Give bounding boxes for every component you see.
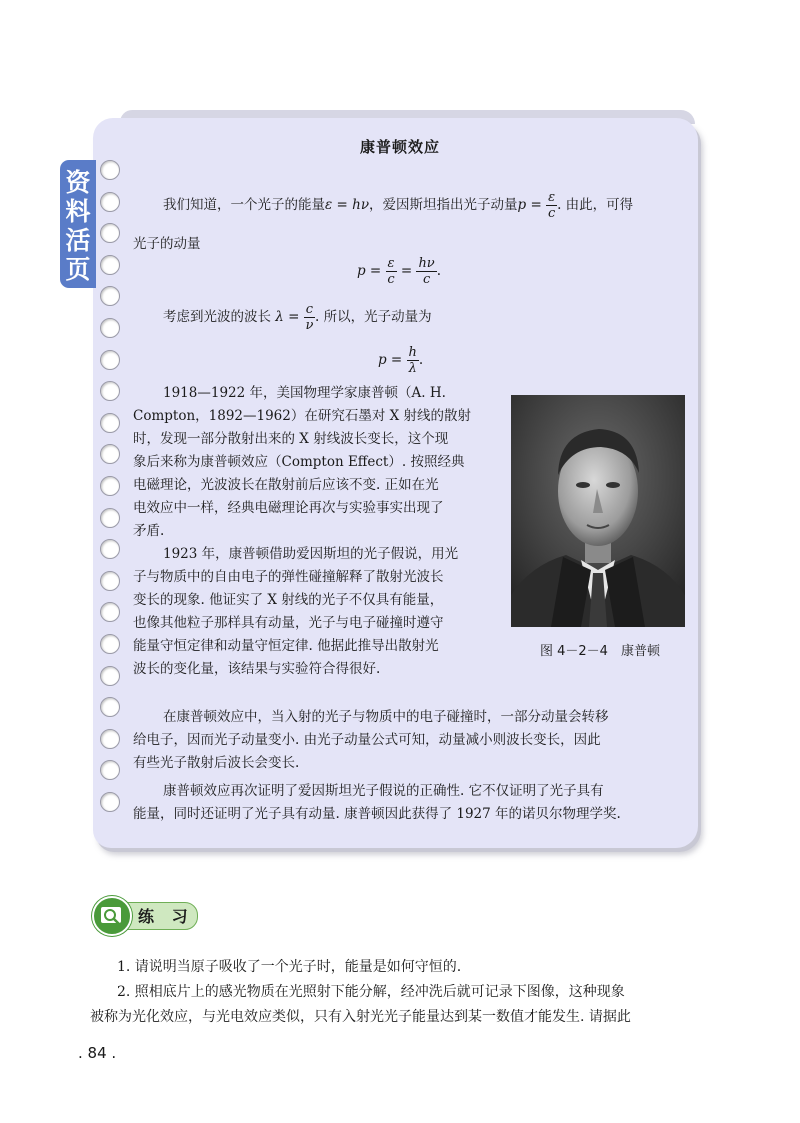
- energy-formula: ε = hν: [325, 197, 370, 213]
- figure-caption: 图 4－2－4 康普顿: [540, 644, 660, 659]
- denominator: c: [547, 206, 556, 221]
- eq-lhs: p =: [378, 352, 403, 368]
- text: ，爱因斯坦指出光子动量: [369, 197, 518, 213]
- binder-ring: [100, 350, 120, 370]
- exercise-question-2-line-2: 被称为光化效应，与光电效应类似，只有入射光光子能量达到某一数值才能发生. 请据此: [90, 1009, 631, 1025]
- paragraph-6-line: 能量，同时还证明了光子具有动量. 康普顿因此获得了 1927 年的诺贝尔物理学奖.: [133, 806, 621, 822]
- paragraph-4-line: 1923 年，康普顿借助爱因斯坦的光子假说，用光: [163, 546, 459, 562]
- paragraph-4-line: 变长的现象. 他证实了 X 射线的光子不仅具有能量，: [133, 592, 444, 608]
- paragraph-5-line: 有些光子散射后波长会变长.: [133, 755, 300, 771]
- period: .: [418, 352, 424, 368]
- binder-ring: [100, 318, 120, 338]
- binder-ring: [100, 634, 120, 654]
- binder-ring: [100, 160, 120, 180]
- paragraph-2: [163, 302, 432, 333]
- paragraph-3-line: 象后来称为康普顿效应（Compton Effect）. 按照经典: [133, 454, 465, 470]
- equals: =: [400, 263, 413, 279]
- side-tab-char: 活: [65, 226, 91, 255]
- binder-ring: [100, 571, 120, 591]
- denominator: λ: [408, 361, 417, 376]
- paragraph-3-line: Compton，1892—1962）在研究石墨对 X 射线的散射: [133, 408, 472, 424]
- binder-ring: [100, 508, 120, 528]
- paragraph-4-line: 也像其他粒子那样具有动量，光子与电子碰撞时遵守: [133, 615, 444, 631]
- text: 我们知道，一个光子的能量: [163, 197, 325, 213]
- denominator: c: [422, 272, 431, 287]
- binder-ring: [100, 192, 120, 212]
- momentum-fraction: [546, 190, 557, 221]
- paragraph-5-line: 在康普顿效应中，当入射的光子与物质中的电子碰撞时，一部分动量会转移: [163, 709, 609, 725]
- eq-fraction-1: [386, 256, 397, 287]
- paragraph-4-line: 波长的变化量，该结果与实验符合得很好.: [133, 661, 381, 677]
- denominator: ν: [305, 318, 314, 333]
- paragraph-5-line: 给电子，因而光子动量变小. 由光子动量公式可知，动量减小则波长变长，因此: [133, 732, 601, 748]
- equation-momentum: [357, 256, 441, 287]
- compton-portrait-photo: [511, 395, 685, 627]
- numerator: ε: [387, 256, 395, 271]
- side-tab-char: 资: [65, 168, 91, 197]
- paragraph-4-line: 能量守恒定律和动量守恒定律. 他据此推导出散射光: [133, 638, 439, 654]
- binder-ring: [100, 666, 120, 686]
- paragraph-6-line: 康普顿效应再次证明了爱因斯坦光子假说的正确性. 它不仅证明了光子具有: [163, 783, 604, 799]
- binder-ring: [100, 413, 120, 433]
- paragraph-3-line: 电效应中一样，经典电磁理论再次与实验事实出现了: [133, 500, 444, 516]
- paragraph-3-line: 电磁理论，光波波长在散射前后应该不变. 正如在光: [133, 477, 439, 493]
- momentum-lhs: p =: [517, 197, 542, 213]
- paragraph-3-line: 1918—1922 年，美国物理学家康普顿（A. H.: [163, 385, 446, 401]
- exercise-question-1: 1. 请说明当原子吸收了一个光子时，能量是如何守恒的.: [117, 959, 462, 975]
- magnifier-icon: [94, 898, 130, 934]
- text: . 所以，光子动量为: [315, 309, 432, 325]
- eq-fraction-2: [416, 256, 436, 287]
- binder-ring: [100, 729, 120, 749]
- text: 考虑到光波的波长: [163, 309, 271, 325]
- equation-momentum-wavelength: [378, 345, 423, 376]
- paragraph-3-line: 矛盾.: [133, 523, 165, 539]
- binder-ring: [100, 792, 120, 812]
- paragraph-1-line-1: [163, 190, 633, 221]
- exercise-icon-badge: [92, 896, 132, 936]
- period: .: [436, 263, 442, 279]
- eq-fraction: [407, 345, 419, 376]
- numerator: h: [408, 345, 417, 360]
- binder-ring: [100, 476, 120, 496]
- side-tab-char: 料: [65, 197, 91, 226]
- paragraph-1-line-2: 光子的动量: [133, 236, 201, 252]
- wavelength-fraction: [304, 302, 315, 333]
- paragraph-4-line: 子与物质中的自由电子的弹性碰撞解释了散射光波长: [133, 569, 444, 585]
- side-tab-label: [60, 168, 96, 284]
- numerator: hν: [418, 256, 435, 271]
- paragraph-3-line: 时，发现一部分散射出来的 X 射线波长变长，这个现: [133, 431, 449, 447]
- numerator: ε: [548, 190, 556, 205]
- side-tab-char: 页: [65, 255, 91, 284]
- exercise-heading: 练 习: [138, 907, 194, 926]
- wavelength-lhs: λ =: [275, 309, 300, 325]
- denominator: c: [387, 272, 395, 287]
- eq-lhs: p =: [357, 263, 382, 279]
- page-number: . 84 .: [78, 1044, 117, 1062]
- numerator: c: [305, 302, 314, 317]
- exercise-question-2-line-1: 2. 照相底片上的感光物质在光照射下能分解，经冲洗后就可记录下图像，这种现象: [117, 984, 625, 1000]
- text: . 由此，可得: [557, 197, 634, 213]
- binder-ring: [100, 255, 120, 275]
- article-title: 康普顿效应: [359, 138, 440, 156]
